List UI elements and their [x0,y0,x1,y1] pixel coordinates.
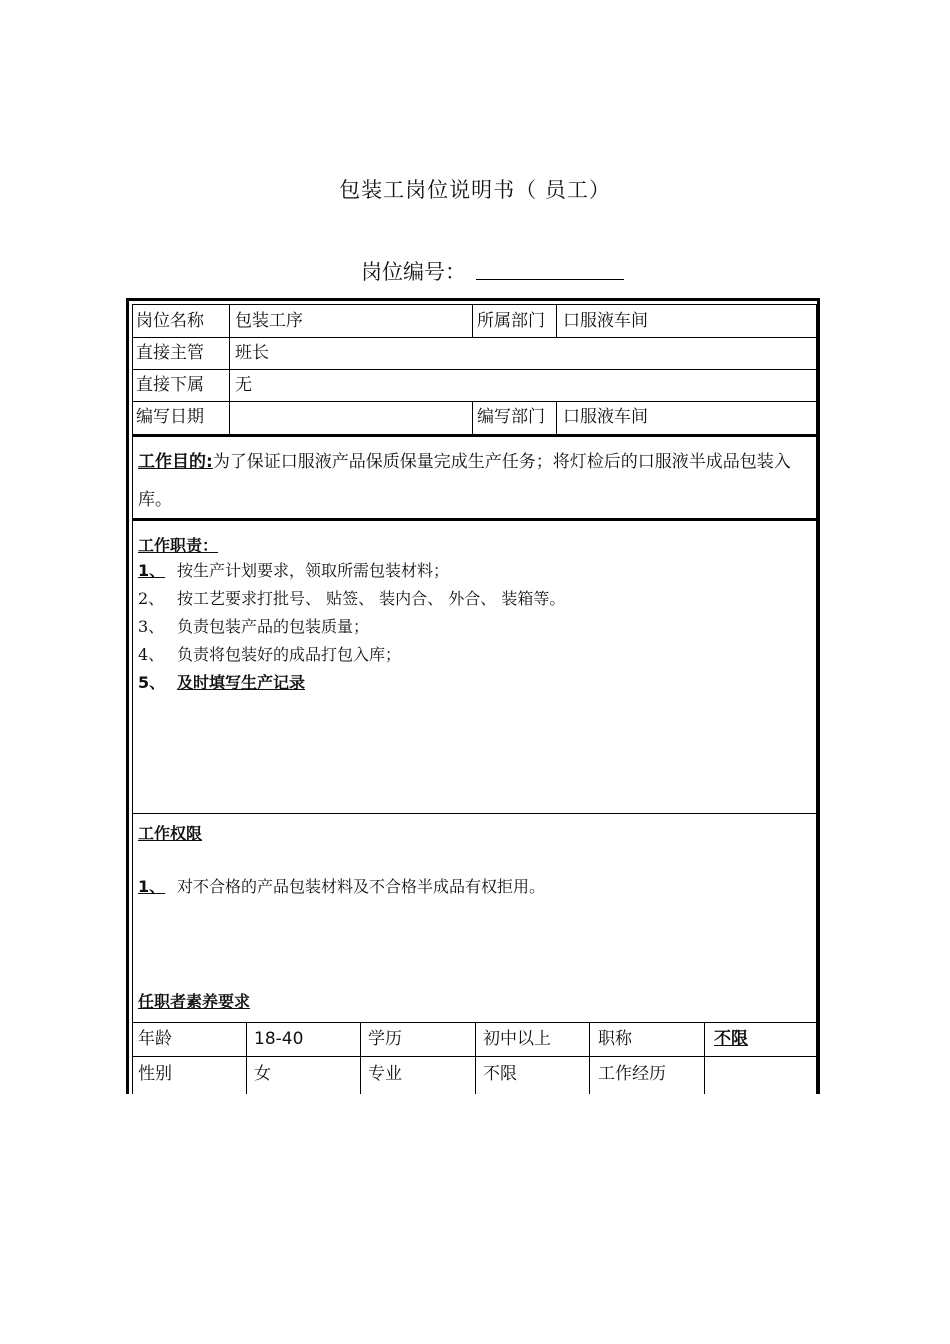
subordinate-label: 直接下属 [136,375,204,395]
age-label: 年龄 [138,1029,172,1049]
req-col-divider [475,1022,476,1094]
info-row-divider [132,369,817,370]
authority-num: 1、 [138,877,166,896]
author-dept-value: 口服液车间 [563,407,648,427]
duty-num: 3、 [138,617,165,636]
purpose-label: 工作目的: [138,452,213,472]
supervisor-label: 直接主管 [136,343,204,363]
education-label: 学历 [368,1029,402,1049]
experience-label: 工作经历 [598,1064,666,1084]
gender-label: 性别 [138,1064,172,1084]
req-col-divider [589,1022,590,1094]
duty-text: 按生产计划要求，领取所需包装材料； [177,561,450,580]
position-label: 岗位名称 [136,311,204,331]
duty-num: 1、 [138,561,166,580]
date-label: 编写日期 [136,407,204,427]
gender-value: 女 [254,1064,271,1084]
duty-text: 负责将包装好的成品打包入库； [177,645,402,664]
subordinate-value: 无 [235,375,252,395]
age-value: 18-40 [254,1029,304,1049]
title-value: 不限 [714,1029,748,1049]
dept-label: 所属部门 [477,311,545,331]
form-inner-left-border [132,304,133,1094]
form-outer-frame [126,298,820,1094]
post-number-field[interactable] [476,279,624,280]
title-label: 职称 [598,1029,632,1049]
authority-item [138,877,545,897]
authority-label: 工作权限 [138,824,203,843]
author-dept-label: 编写部门 [477,407,545,427]
info-col-divider [229,304,230,435]
form-inner-right-border [816,304,817,1094]
post-number-label: 岗位编号： [361,260,466,284]
position-value: 包装工序 [235,311,303,331]
req-col-divider [704,1022,705,1094]
info-col-divider [472,401,473,435]
major-value: 不限 [483,1064,517,1084]
info-col-divider [472,304,473,337]
major-label: 专业 [368,1064,402,1084]
section-divider [132,813,817,814]
education-value: 初中以上 [483,1029,551,1049]
duty-item [138,645,401,665]
info-col-divider [556,304,557,337]
section-double-divider [132,518,817,521]
page-title: 包装工岗位说明书（ 员工） [339,178,611,202]
duty-item [138,673,305,693]
form-inner-top-border [132,304,817,305]
requirements-label: 任职者素养要求 [138,992,251,1011]
supervisor-value: 班长 [235,343,269,363]
duty-item [138,589,565,609]
section-double-divider [132,434,817,437]
duty-num: 2、 [138,589,165,608]
authority-text: 对不合格的产品包装材料及不合格半成品有权拒用。 [177,877,546,896]
duty-text: 负责包装产品的包装质量； [177,617,370,636]
purpose-text: 为了保证口服液产品保质保量完成生产任务；将灯检后的口服液半成品包装入库。 [138,452,791,510]
req-col-divider [360,1022,361,1094]
duty-item [138,617,369,637]
info-row-divider [132,401,817,402]
purpose-block [138,443,814,519]
duty-num: 5、 [138,673,166,692]
duty-text: 按工艺要求打批号、 贴签、 装内合、 外合、 装箱等。 [177,589,566,608]
info-col-divider [556,401,557,435]
dept-value: 口服液车间 [563,311,648,331]
duty-num: 4、 [138,645,165,664]
info-row-divider [132,337,817,338]
duties-label: 工作职责： [138,536,219,555]
req-col-divider [246,1022,247,1094]
duty-text: 及时填写生产记录 [177,673,306,692]
duty-item [138,561,449,581]
